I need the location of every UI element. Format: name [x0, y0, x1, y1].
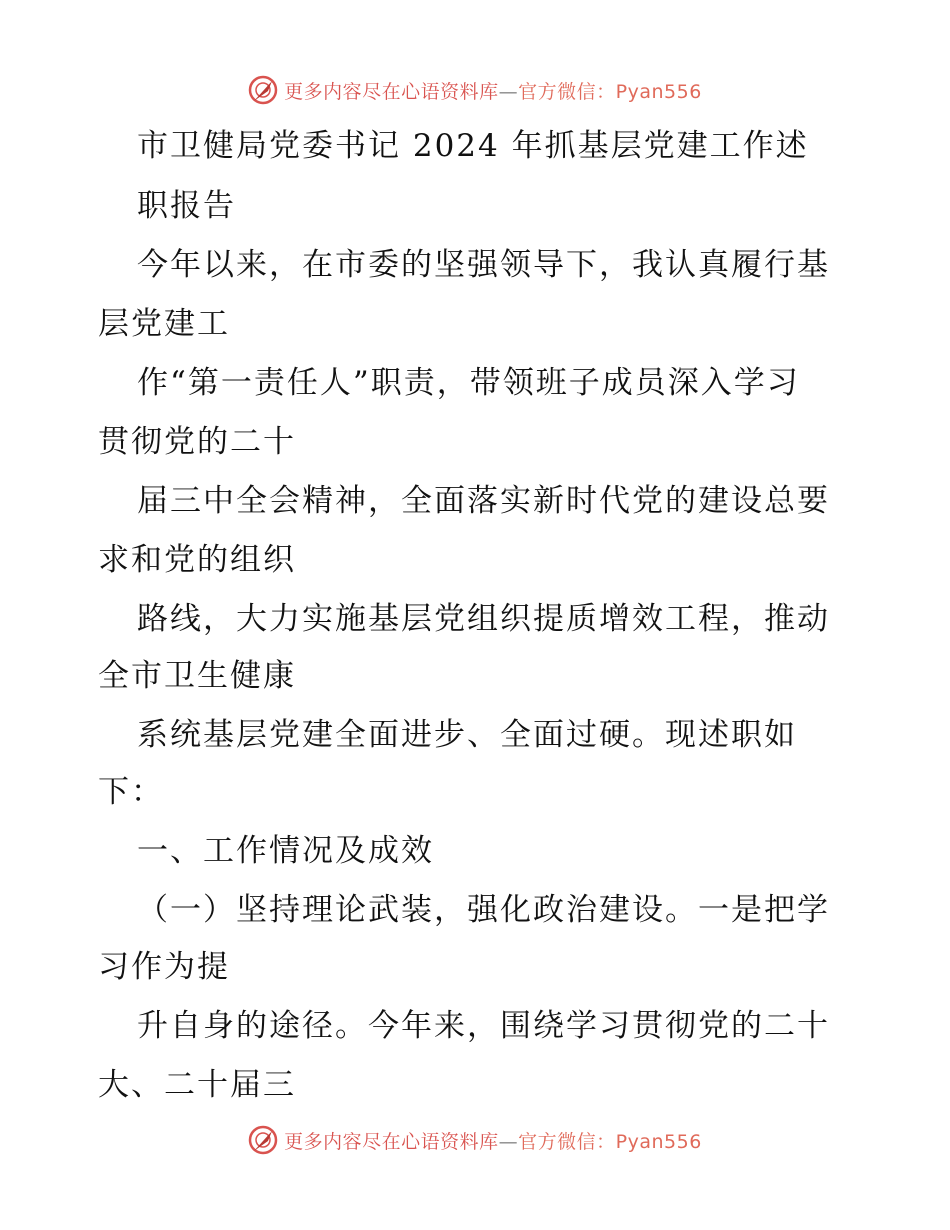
paragraph-line: （一）坚持理论武装，强化政治建设。一是把学: [137, 892, 830, 928]
section-heading: 一、工作情况及成效: [137, 833, 434, 869]
paragraph-line: 求和党的组织: [98, 542, 296, 578]
watermark-text: 更多内容尽在心语资料库—官方微信：Pyan556: [284, 1130, 702, 1153]
quill-logo-icon: [248, 1125, 278, 1155]
paragraph-line: 届三中全会精神，全面落实新时代党的建设总要: [137, 483, 830, 519]
paragraph-line: 下：: [98, 774, 164, 810]
doc-title-line-2: 职报告: [137, 188, 236, 224]
paragraph-line: 全市卫生健康: [98, 658, 296, 694]
paragraph-line: 作“第一责任人”职责，带领班子成员深入学习: [137, 365, 800, 401]
quill-logo-icon: [248, 75, 278, 105]
paragraph-line: 习作为提: [98, 949, 230, 985]
header-watermark: [0, 70, 950, 110]
paragraph-line: 层党建工: [98, 306, 230, 342]
doc-title-line-1: 市卫健局党委书记 2024 年抓基层党建工作述: [137, 128, 809, 164]
paragraph-line: 今年以来，在市委的坚强领导下，我认真履行基: [137, 247, 830, 283]
paragraph-line: 系统基层党建全面进步、全面过硬。现述职如: [137, 717, 797, 753]
footer-watermark: [0, 1120, 950, 1160]
paragraph-line: 贯彻党的二十: [98, 424, 296, 460]
paragraph-line: 大、二十届三: [98, 1067, 296, 1103]
paragraph-line: 路线，大力实施基层党组织提质增效工程，推动: [137, 601, 830, 637]
paragraph-line: 升自身的途径。今年来，围绕学习贯彻党的二十: [137, 1008, 830, 1044]
watermark-text: 更多内容尽在心语资料库—官方微信：Pyan556: [284, 80, 702, 103]
